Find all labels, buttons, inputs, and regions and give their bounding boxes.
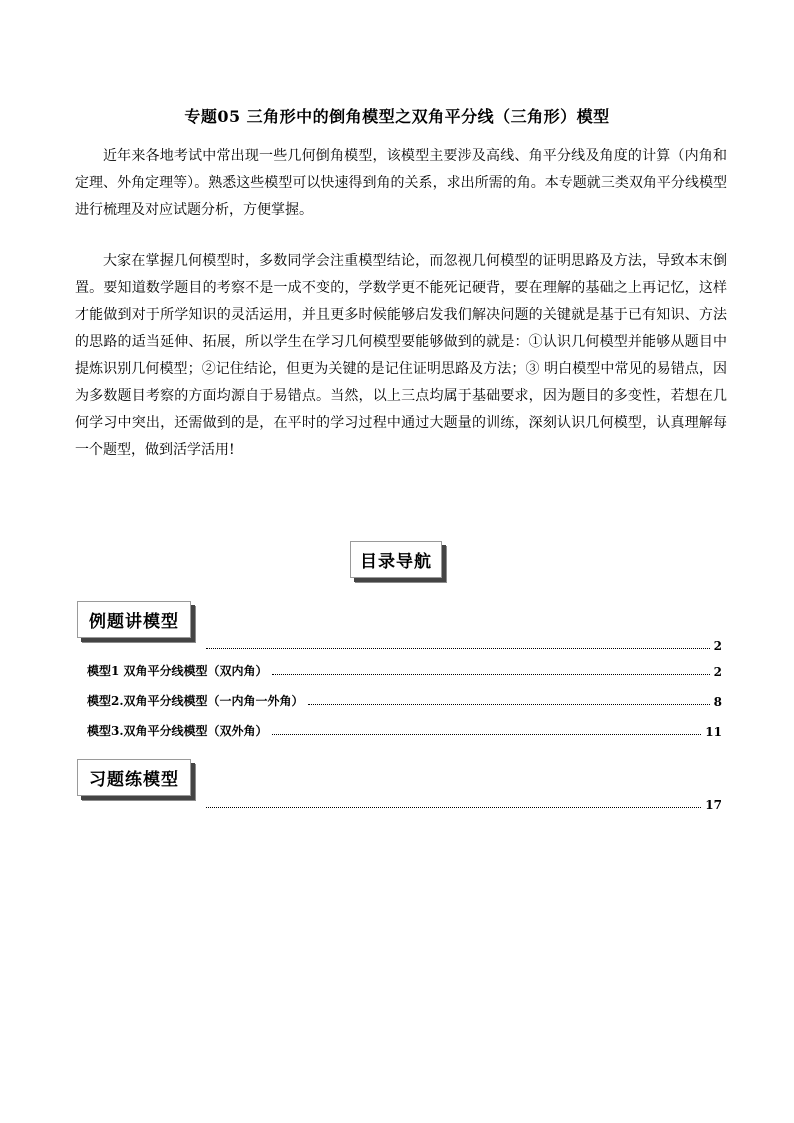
toc-heading: 目录导航	[350, 541, 442, 578]
toc-entry-model-2[interactable]	[87, 689, 722, 709]
toc-leader-dots	[206, 647, 710, 649]
toc-page-number: 2	[713, 665, 722, 679]
advice-paragraph: 大家在掌握几何模型时，多数同学会注重模型结论，而忽视几何模型的证明思路及方法，导致本末倒置。要知道数学题目的考察不是一成不变的，学数学更不能死记硬背，要在理解的基础之上再记忆，这样才能做到对于所学知识的灵活运用，并且更多时候能够启发我们解决问题的关键就是基于已有知识、方法的思路的适当延伸、拓展，所以学生在学习几何模型要能够做到的就是：①认识几何模型并能够从题目中提炼识别几何模型；②记住结论，但更为关键的是记住证明思路及方法；③ 明白模型中常见的易错点，因为多数题目考察的方面均源自于易错点。当然，以上三点均属于基础要求，因为题目的多变性，若想在几何学习中突出，还需做到的是，在平时的学习过程中通过大题量的训练，深刻认识几何模型，认真理解每一个题型，做到活学活用!	[75, 253, 727, 458]
toc-entry-model-3[interactable]	[87, 719, 722, 739]
toc-entry-label: 模型1 双角平分线模型（双内角）	[87, 664, 268, 678]
toc-leader-dots	[308, 703, 710, 705]
toc-page-number: 11	[705, 725, 722, 739]
toc-entry-label: 模型2.双角平分线模型（一内角一外角）	[87, 694, 304, 708]
toc-leader-dots	[272, 733, 702, 735]
toc-entry-model-1[interactable]	[87, 659, 722, 679]
toc-entry-label: 模型3.双角平分线模型（双外角）	[87, 724, 268, 738]
toc-entry-examples[interactable]	[204, 633, 722, 653]
toc-entry-exercises[interactable]	[204, 792, 722, 812]
toc-page-number: 2	[713, 639, 722, 653]
toc-section-exercises[interactable]: 习题练模型	[77, 759, 191, 796]
toc-page-number: 8	[713, 695, 722, 709]
intro-paragraph: 近年来各地考试中常出现一些几何倒角模型，该模型主要涉及高线、角平分线及角度的计算（内角和定理、外角定理等）。熟悉这些模型可以快速得到角的关系，求出所需的角。本专题就三类双角平分线模型进行梳理及对应试题分析，方便掌握。	[75, 148, 727, 218]
toc-leader-dots	[206, 806, 701, 808]
toc-page-number: 17	[705, 798, 722, 812]
toc-leader-dots	[272, 673, 710, 675]
toc-section-examples[interactable]: 例题讲模型	[77, 601, 191, 638]
page-title: 专题05 三角形中的倒角模型之双角平分线（三角形）模型	[184, 107, 610, 126]
